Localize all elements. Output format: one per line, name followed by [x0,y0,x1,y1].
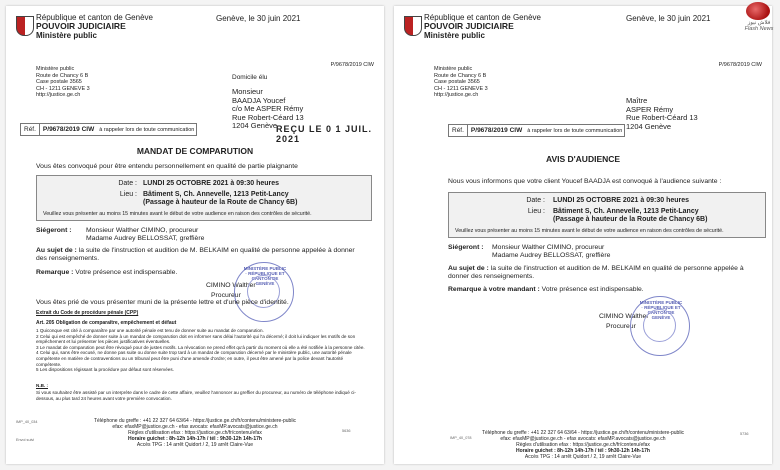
footer-line: Téléphone du greffe : +41 22 327 64 63/64 - https://justice.ge.ch/fr/contenu/ministere-public [481,430,685,436]
flash-news-logo-icon [746,2,770,20]
legal-extract-title: Extrait du Code de procédure pénale (CPP) [36,310,139,316]
footer-line: Règles d'utilisation efax : https://justice.ge.ch/fr/contenu/efax [128,430,262,436]
intro-text: Nous vous informons que votre client Youcef BAADJA est convoqué à l'audience suivante : [448,178,722,185]
intro-text: Vous êtes convoqué pour être entendu personnellement en qualité de partie plaignante [36,163,298,170]
siegeront-label: Siégeront : [448,244,484,251]
signer-role: Procureur [606,323,636,330]
received-stamp: REÇU LE 0 1 JUIL. 2021 [276,124,373,144]
letter-date: Genève, le 30 juin 2021 [216,14,301,23]
legal-clause: 1 Quiconque est cité à comparaître par une autorité pénale est tenu de donner suite au mandat de comparution. [36,328,264,333]
reference-value: P/9678/2019 CIW [470,127,523,134]
remark-paragraph: Remarque : Votre présence est indispensable. [36,269,178,276]
sender-address [434,66,488,99]
footer-line: Horaire guichet : 8h-12h 14h-17h / tél : 9h30-12h 14h-17h [128,436,262,442]
official-seal-icon: MINISTÈRE PUBLIC · RÉPUBLIQUE ET CANTON DE GENÈVE [630,296,690,356]
reference-note: à rappeler lors de toute communication [527,128,623,134]
letterhead-line: POUVOIR JUDICIAIRE [424,21,514,31]
hearing-location-detail: (Passage à hauteur de la Route de Chancy 6B) [553,216,708,223]
letterhead-line: Ministère public [424,31,485,40]
siegeront-label: Siégeront : [36,227,72,234]
form-code: IMP_40_034 [16,420,38,424]
address-line: Maître [626,96,648,105]
article-title: Art. 205 Obligation de comparaître, empêchement et défaut [36,320,177,326]
address-line: BAADJA Youcef [232,95,286,105]
address-line: CH - 1211 GENEVE 3 [434,85,488,92]
location-label: Lieu : [527,208,545,215]
letterhead [424,13,541,40]
logo-text-line: Flash News [744,26,774,32]
footer-line: Accès TPG : 14 arrêt Quidort / 2, 19 arrêt Claire-Vue [524,454,642,460]
page-footer [6,418,384,448]
legal-clause: 5 Les dispositions régissant la procédure par défaut sont réservées. [36,367,174,373]
address-line: CH - 1211 GENEVE 3 [36,85,90,92]
reference-value: P/9678/2019 CIW [42,126,95,133]
hearing-details-box [448,192,766,238]
flash-news-logo [738,0,780,32]
signer-role: Procureur [211,292,241,299]
footer-line: Accès TPG : 14 arrêt Quidort / 2, 19 arrêt Claire-Vue [136,442,254,448]
siegeront-line: Monsieur Walther CIMINO, procureur [86,227,199,234]
page-footer [394,430,772,460]
address-line: Case postale 3565 [434,79,480,86]
siegeront-line: Madame Audrey BELLOSSAT, greffière [86,235,205,242]
reference-box [448,124,625,137]
signer-name: CIMINO Walther [599,313,649,320]
form-code: IMP_40_078 [450,436,472,440]
geneva-coat-of-arms-icon [404,16,422,36]
case-reference: P/9678/2019 CIW [718,62,762,68]
form-number: 5636 [342,429,351,433]
avis-d-audience-page [394,6,772,464]
footer-line: Horaire guichet : 8h-12h 14h-17h / tél : 9h30-12h 14h-17h [516,448,650,454]
subject-paragraph: Au sujet de : la suite de l'instruction et audition de M. BELKAIM en qualité de personne appelée à donner des renseignements. [36,247,355,262]
footer-line: Règles d'utilisation efax : https://justice.ge.ch/fr/contenu/efax [516,442,650,448]
address-line: Rue Robert-Céard 13 [626,113,698,122]
address-line: Case postale 3565 [36,79,82,86]
address-line: ASPER Rémy [626,104,674,114]
date-label: Date : [526,197,545,204]
siegeront-line: Madame Audrey BELLOSSAT, greffière [492,252,611,259]
legal-clause: 2 Celui qui est empêché de donner suite à un mandat de comparution doit en informer sans délai l'autorité qui l'a décerné; il doit lui indiquer les motifs de son empêchement et lui présenter les pièces justificatives éventuelles. [36,333,356,345]
nb-text: Si vous souhaitez être assisté par un interprète dans le cadre de cette affaire, veuillez l'annoncer au greffier du procureur, au numéro de téléphone indiqué ci-dessous, au plus tard 24 heures avant votre première convocation. [36,390,356,401]
siegeront-line: Monsieur Walther CIMINO, procureur [492,244,605,251]
address-line: Ministère public [434,66,473,72]
recipient-address [626,97,698,131]
letterhead-line: Ministère public [36,31,97,40]
hearing-details-box [36,175,372,221]
geneva-coat-of-arms-icon [16,16,34,36]
reference-note: à rappeler lors de toute communication [99,127,195,133]
address-line: Monsieur [232,87,263,96]
subject-paragraph: Au sujet de : la suite de l'instruction et audition de M. BELKAIM en qualité de personne appelée à donner des renseignements. [448,265,744,280]
form-number: 5736 [740,432,749,436]
address-line: 1204 Genève [232,121,278,130]
letterhead-line: République et canton de Genève [424,13,541,22]
mandat-de-comparution-page [6,6,384,464]
letter-date: Genève, le 30 juin 2021 [626,14,711,23]
signer-name: CIMINO Walther [206,282,256,289]
logo-text [738,20,780,32]
address-line: Ministère public [36,66,75,72]
address-line: Route de Chancy 6 B [434,72,487,79]
hearing-location: Bâtiment S, Ch. Annevelle, 1213 Petit-Lancy [553,208,699,215]
case-reference: P/9678/2019 CIW [330,62,374,68]
remark-paragraph: Remarque à votre mandant : Votre présence est indispensable. [448,286,644,293]
security-note: Veuillez vous présenter au moins 15 minutes avant le début de votre audience en raison des contrôles de sécurité. [43,211,312,217]
logo-text-line: فلاش نيوز [747,20,771,26]
hearing-date: LUNDI 25 OCTOBRE 2021 à 09:30 heures [143,180,280,187]
document-title: AVIS D'AUDIENCE [545,154,621,164]
reference-label: Réf. [21,124,40,135]
footer-line: efax: efaxMP@justice.ge.ch - efax avocats: efaxMP.avocats@justice.ge.ch [500,436,666,442]
location-label: Lieu : [119,191,137,198]
mail-type: Envoi suivi [16,438,35,442]
address-line: Rue Robert-Céard 13 [232,112,304,122]
document-title: MANDAT DE COMPARUTION [136,146,254,156]
letterhead-line: République et canton de Genève [36,13,153,22]
hearing-location: Bâtiment S, Ch. Annevelle, 1213 Petit-Lancy [143,191,289,198]
sender-address [36,66,90,99]
security-note: Veuillez vous présenter au moins 15 minutes avant le début de votre audience en raison des contrôles de sécurité. [455,228,724,234]
legal-clause: 3 Le mandat de comparution peut être révoqué pour de justes motifs. La révocation ne prend effet qu'à partir du moment où elle a été notifiée à la personne citée. [36,344,365,350]
footer-line: efax: efaxMP@justice.ge.ch - efax avocats: efaxMP.avocats@justice.ge.ch [112,424,278,430]
address-line: Route de Chancy 6 B [36,72,89,79]
domicile-label: Domicile élu [232,74,268,81]
letterhead-line: POUVOIR JUDICIAIRE [36,21,126,31]
hearing-location-detail: (Passage à hauteur de la Route de Chancy 6B) [143,199,298,206]
address-line: c/o Me ASPER Rémy [232,104,304,113]
legal-text [36,328,366,373]
closing-text: Vous êtes prié de vous présenter muni de la présente lettre et d'une pièce d'identité. [36,299,289,306]
hearing-date: LUNDI 25 OCTOBRE 2021 à 09:30 heures [553,197,690,204]
address-line: http://justice.ge.ch [36,92,81,99]
letterhead [36,13,153,40]
legal-clause: 4 Celui qui, sans être excusé, ne donne pas suite ou donne suite trop tard à un mandat de comparution décerné par le ministère public, une autorité pénale compétente en matière de contraventions ou un tribunal peut être puni d'une amende d'ordre; en outre, il peut être amené par la police devant l'autorité compétente. [36,350,352,367]
official-seal-icon: MINISTÈRE PUBLIC · RÉPUBLIQUE ET CANTON DE GENÈVE [234,262,294,322]
date-label: Date : [118,180,137,187]
address-line: http://justice.ge.ch [434,92,479,99]
reference-box [20,123,197,136]
nb-title: N.B. : [36,383,48,388]
address-line: 1204 Genève [626,121,672,131]
reference-label: Réf. [449,125,468,136]
footer-line: Téléphone du greffe : +41 22 327 64 63/64 - https://justice.ge.ch/fr/contenu/ministere-public [93,418,297,424]
